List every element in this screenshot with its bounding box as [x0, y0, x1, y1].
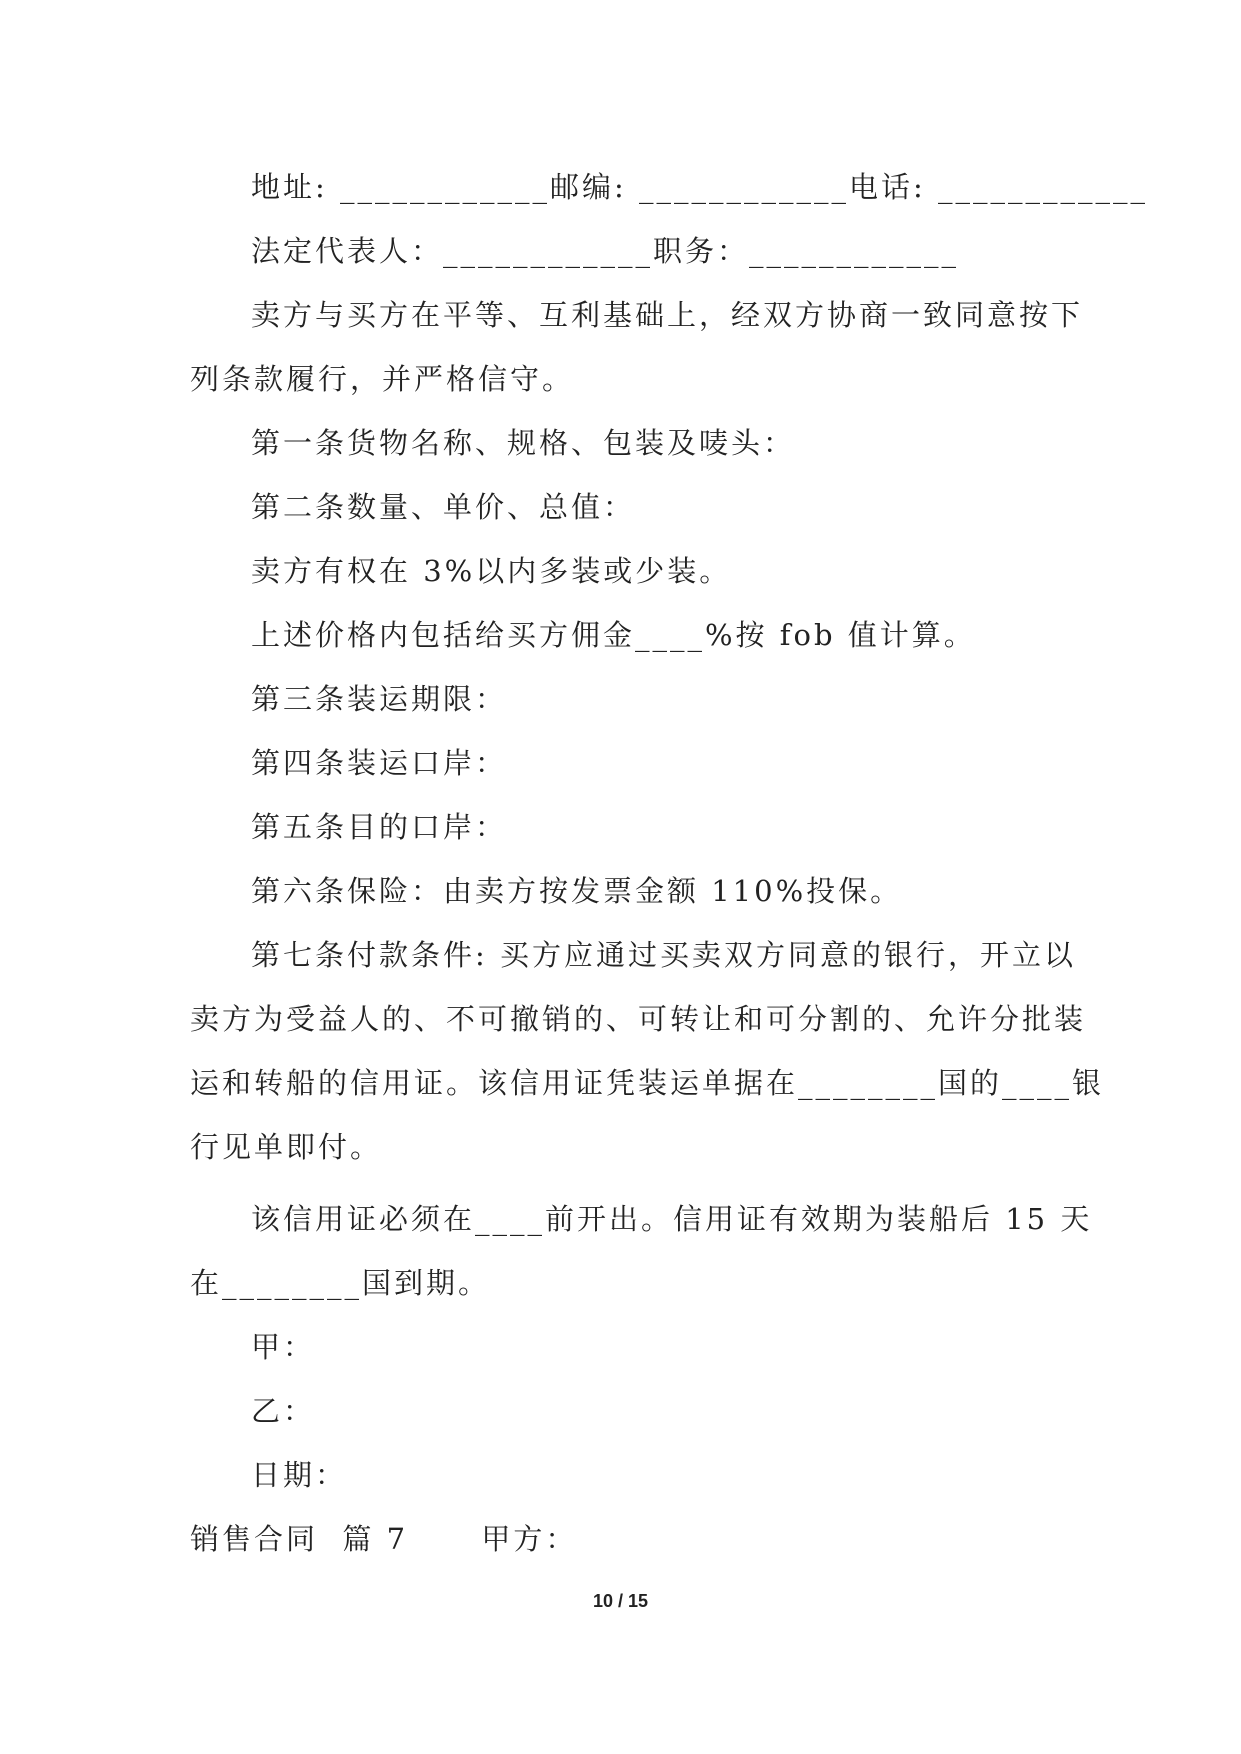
credit-validity-line-2: 在________国到期。	[190, 1266, 491, 1300]
preamble-line-1: 卖方与买方在平等、互利基础上，经双方协商一致同意按下	[251, 298, 1084, 332]
article-3: 第三条装运期限：	[251, 682, 508, 716]
article-5: 第五条目的口岸：	[251, 810, 508, 844]
preamble-line-2: 列条款履行，并严格信守。	[190, 362, 575, 396]
article-7-line-1: 第七条付款条件: 买方应通过买卖双方同意的银行，开立以	[251, 938, 1076, 972]
date-line: 日期：	[251, 1458, 348, 1492]
section-heading: 销售合同 篇 7 甲方：	[190, 1522, 578, 1556]
party-b-signature: 乙：	[251, 1394, 316, 1428]
article-7-line-3: 运和转船的信用证。该信用证凭装运单据在________国的____银	[190, 1066, 1105, 1100]
article-1: 第一条货物名称、规格、包装及唛头：	[251, 426, 796, 460]
party-a-signature: 甲：	[251, 1330, 316, 1364]
quantity-tolerance: 卖方有权在 3%以内多装或少装。	[251, 554, 732, 588]
party-address-line: 地址: ____________邮编: ____________电话: ____________	[251, 170, 1148, 204]
page-number: 10 / 15	[592, 1591, 649, 1611]
article-4: 第四条装运口岸：	[251, 746, 508, 780]
legal-representative-line: 法定代表人：____________职务：____________	[251, 234, 960, 268]
article-7-line-4: 行见单即付。	[190, 1130, 383, 1164]
article-7-line-2: 卖方为受益人的、不可撤销的、可转让和可分割的、允许分批装	[190, 1002, 1087, 1036]
article-6: 第六条保险：由卖方按发票金额 110%投保。	[251, 874, 903, 908]
credit-validity-line-1: 该信用证必须在____前开出。信用证有效期为装船后 15 天	[251, 1202, 1093, 1236]
commission-clause: 上述价格内包括给买方佣金____%按 fob 值计算。	[251, 618, 976, 652]
article-2: 第二条数量、单价、总值：	[251, 490, 636, 524]
